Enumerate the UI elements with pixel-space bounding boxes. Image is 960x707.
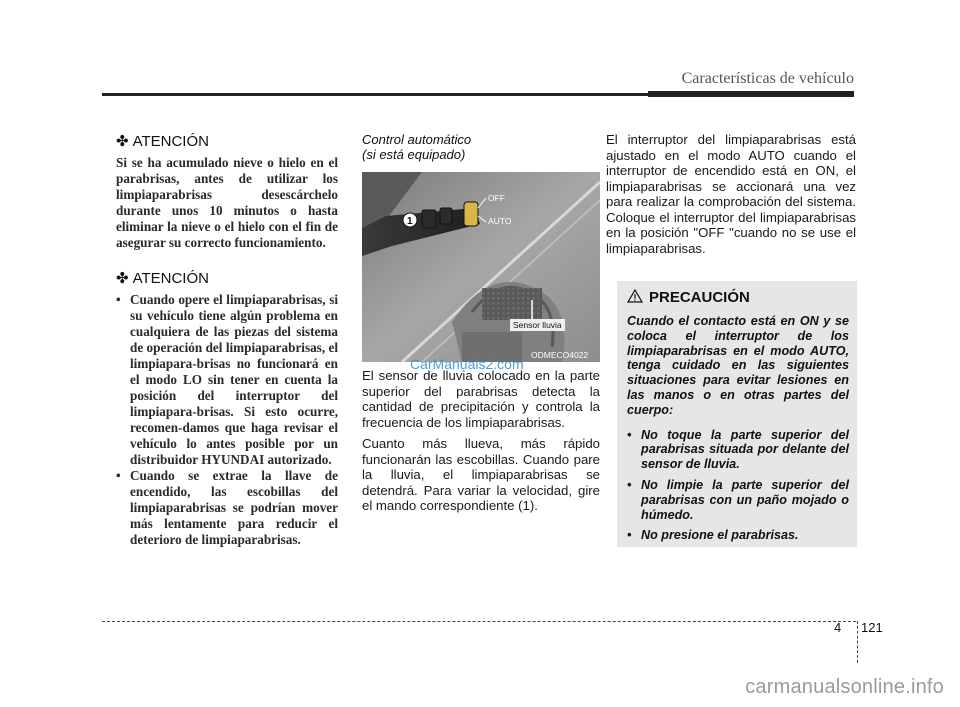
- precaution-bullet: • No toque la parte superior del parabrisas situada por delante del sensor de lluvia.: [627, 427, 849, 472]
- warning-triangle-icon: [627, 289, 643, 303]
- paragraph: Cuanto más llueva, más rápido funcionarán las escobillas. Cuando pare la lluvia, el limpiaparabrisas se detendrá. Para variar la velocidad, gire el mando correspondiente (1).: [362, 436, 600, 513]
- paragraph: El interruptor del limpiaparabrisas está ajustado en el modo AUTO cuando el interruptor de encendido está en ON, el limpiaparabrisas se accionará una vez para realizar la comprobación del sistema. Coloque el interruptor del limpiaparabrisas en la posición "OFF "cuando no se use el limpiaparabrisas.: [606, 132, 856, 256]
- figure-illustration: [362, 172, 600, 362]
- column-middle-text: [362, 368, 600, 514]
- bullet-dot: •: [627, 477, 632, 492]
- figure-label-off: OFF: [488, 193, 505, 203]
- paragraph: El sensor de lluvia colocado en la parte superior del parabrisas detecta la cantidad de precipitación y controla la frecuencia de los limpiaparabrisas.: [362, 368, 600, 430]
- bullet-dot: •: [627, 528, 632, 543]
- attention-heading: ✤ ATENCIÓN: [116, 270, 209, 287]
- footer-dashed-rule: [102, 621, 856, 622]
- wiper-control-figure: [362, 172, 600, 362]
- precaution-bullet: • No presione el parabrisas.: [627, 528, 799, 543]
- chapter-title: Características de vehículo: [681, 70, 854, 87]
- attention-bullet: • Cuando opere el limpiaparabrisas, si su vehículo tiene algún problema en cualquiera de las piezas del sistema de operación del limpiaparabrisas, el limpiapara-brisas no funcionará en el modo LO sin tener en cuenta la posición del interruptor del limpiapara-brisas. Si esto ocurre, recomen-damos que haga revisar el vehículo lo antes posible por un distribuidor HYUNDAI autorizado.: [116, 292, 338, 467]
- precaution-intro: Cuando el contacto está en ON y se coloca el interruptor de los limpiaparabrisas en el modo AUTO, tenga cuidado en las siguientes situaciones para evitar lesiones en las manos o en otras partes del cuerpo:: [627, 314, 849, 417]
- page-number: 121: [861, 620, 883, 635]
- precaution-bullet: • No limpie la parte superior del parabrisas con un paño mojado o húmedo.: [627, 477, 849, 522]
- column-middle: [362, 132, 600, 162]
- precaution-heading: PRECAUCIÓN: [627, 289, 849, 306]
- precaution-box: [617, 281, 857, 547]
- site-watermark: carmanualsonline.info: [745, 676, 944, 698]
- column-right: [606, 132, 856, 256]
- column-left: [116, 132, 338, 548]
- figure-code: ODMECO4022: [531, 350, 589, 360]
- watermark: CarManuals2.com: [410, 356, 524, 372]
- figure-label-auto: AUTO: [488, 216, 512, 226]
- attention-heading: ✤ ATENCIÓN: [116, 133, 209, 150]
- attention-text: Si se ha acumulado nieve o hielo en el parabrisas, antes de utilizar los limpiaparabrisas desescárchelo durante unos 10 minutos o hasta eliminar la nieve o el hielo con el fin de asegurar su correcto funcionamiento.: [116, 155, 338, 250]
- bullet-dot: •: [116, 468, 121, 483]
- footer-vertical-rule: [857, 621, 858, 663]
- cross-star-icon: ✤: [116, 270, 129, 287]
- chapter-number: 4: [834, 620, 842, 635]
- attention-bullet: • Cuando se extrae la llave de encendido, las escobillas del limpiaparabrisas se podrían mover más lentamente para reducir el deterioro de limpiaparabrisas.: [116, 468, 338, 547]
- bullet-dot: •: [627, 427, 632, 442]
- header-rule-tab: [648, 91, 854, 97]
- cross-star-icon: ✤: [116, 133, 129, 150]
- figure-label-sensor: Sensor lluvia: [510, 319, 565, 331]
- svg-text:1: 1: [407, 216, 413, 227]
- bullet-dot: •: [116, 292, 121, 307]
- section-heading: Control automático (si está equipado): [362, 132, 472, 162]
